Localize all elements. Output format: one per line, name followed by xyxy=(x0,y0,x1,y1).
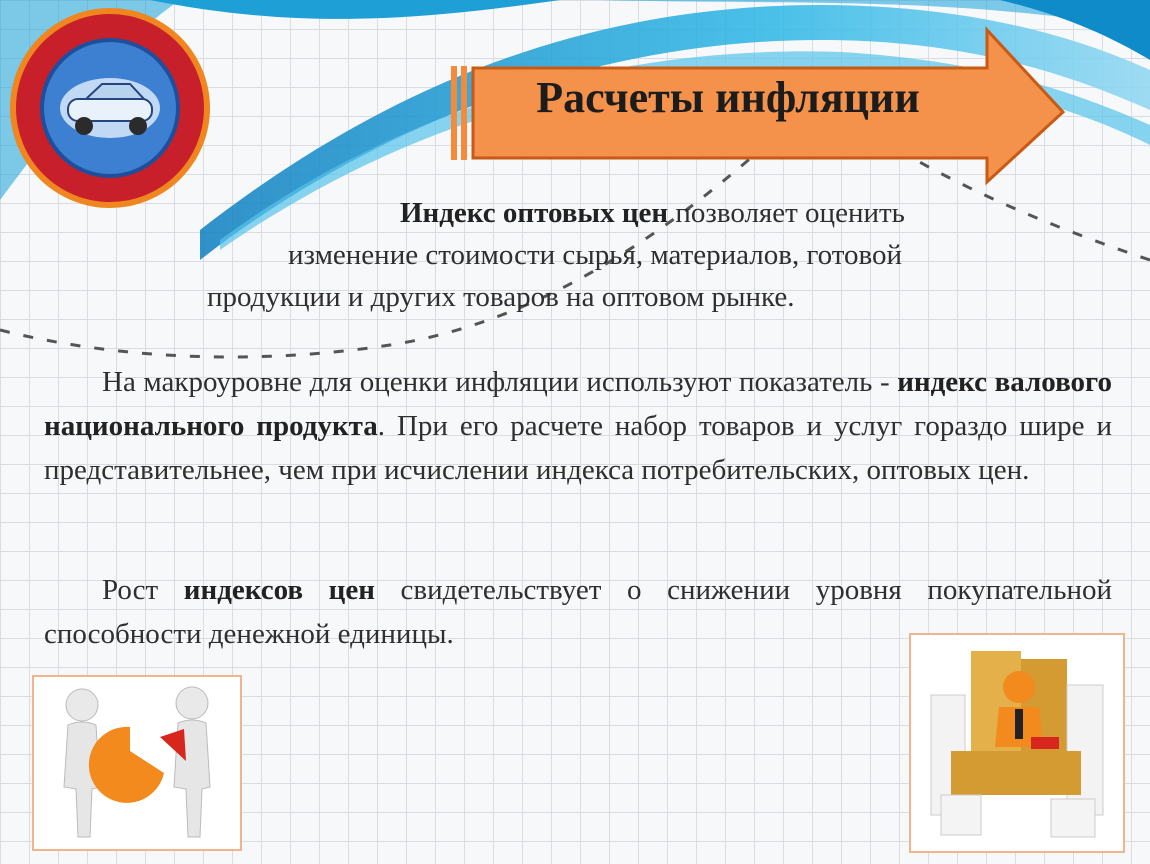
wholesale-index-term: Индекс оптовых цен xyxy=(400,197,669,229)
people-with-pie-icon xyxy=(34,677,240,849)
busy-office-icon xyxy=(911,635,1123,851)
paragraph-1-line-1 xyxy=(400,192,905,234)
paragraph-2-part-1: На макроуровне для оценки инфляции используют показатель - xyxy=(102,366,898,398)
paragraph-2-part-2: . При его расчете набор товаров и услуг гораздо шире и представительнее, чем при исчислении индекса потребительских, оптовых цен. xyxy=(44,410,1112,486)
price-index-term: индексов цен xyxy=(183,574,375,606)
paragraph-1-line-1-text: позволяет оценить xyxy=(668,197,905,229)
college-logo xyxy=(6,4,214,212)
slide-title: Расчеты инфляции xyxy=(536,73,920,122)
office-worker-illustration xyxy=(909,633,1125,853)
gnp-index-term: индекс валового национального продукта xyxy=(44,366,1112,442)
pie-exchange-illustration xyxy=(32,675,242,851)
paragraph-3-part-2: свидетельствует о снижении уровня покупательной способности денежной единицы. xyxy=(44,574,1112,650)
paragraph-1-line-3: продукции и других товаров на оптовом рынке. xyxy=(207,281,795,313)
paragraph-1-line-2: изменение стоимости сырья, материалов, готовой xyxy=(288,239,903,271)
paragraph-3-part-1: Рост xyxy=(102,574,184,606)
paragraph-2 xyxy=(44,360,1112,492)
logo-emblem-icon xyxy=(6,4,214,212)
